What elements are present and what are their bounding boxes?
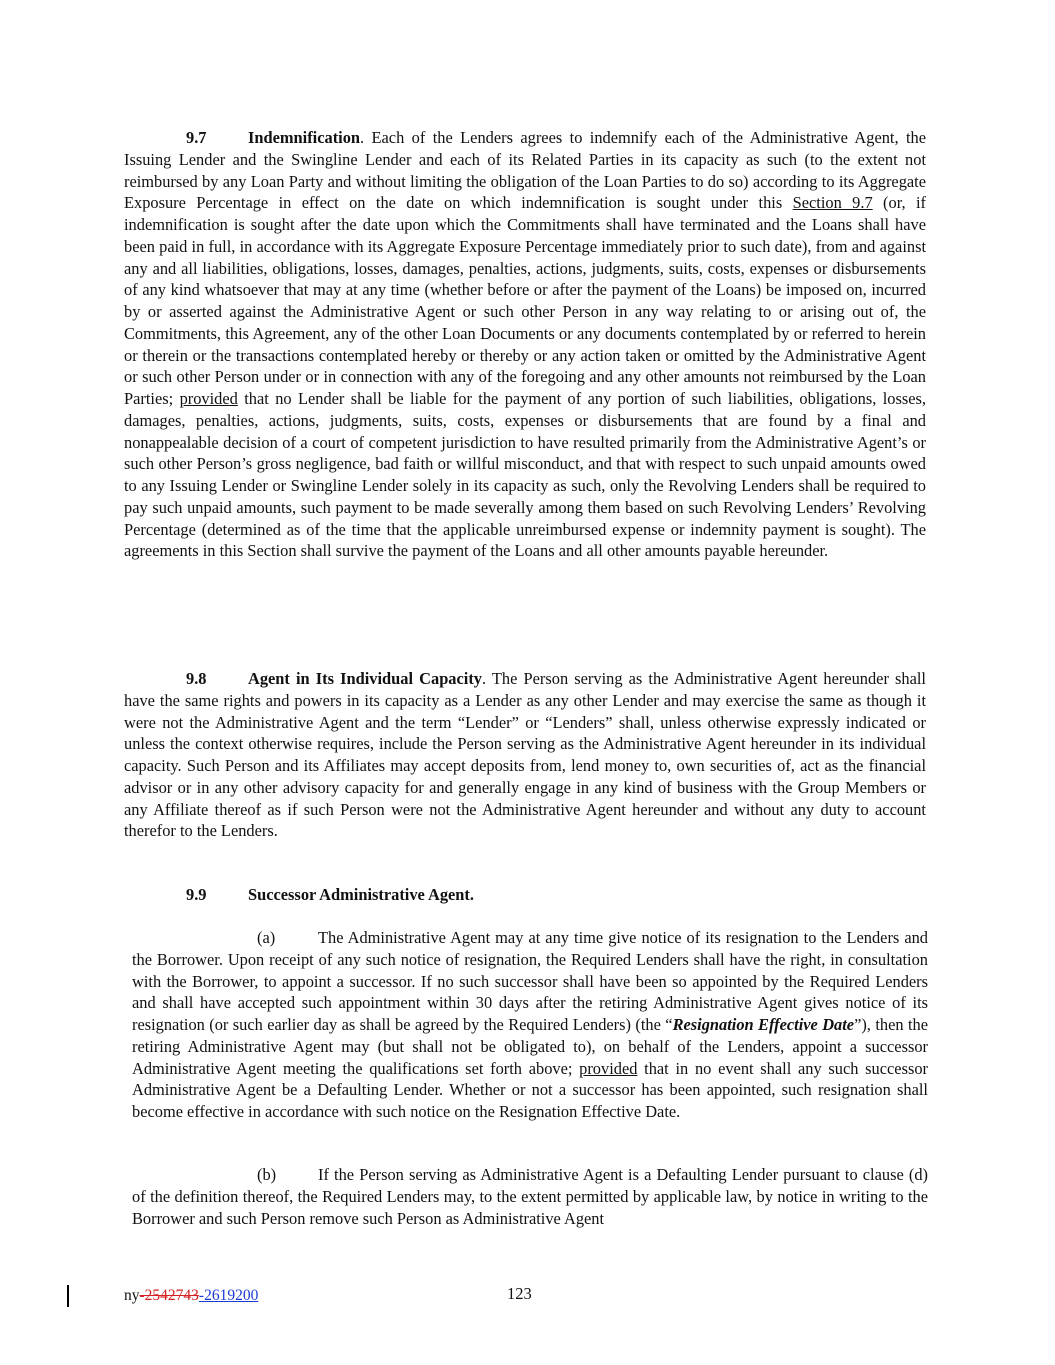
body-text: ”), then the retiring Administrative Agent may (but shall not be obligated to), on behalf of the Lenders, appoint a successor Administrative Agent meeting the qualifications set forth above; <box>132 1015 928 1078</box>
section-heading: Agent in Its Individual Capacity <box>248 669 482 688</box>
change-bar <box>67 1285 69 1307</box>
provided-term: provided <box>179 389 238 408</box>
section-number: 9.9 <box>186 885 207 904</box>
body-text: . Each of the Lenders agrees to indemnify each of the Administrative Agent, the Issuing Lender and the Swingline Lender and each of its Related Parties in its capacity as such (to the extent not reimbursed by any Loan Party and without limiting the obligation of the Loan Parties to do so) according to its Aggregate Exposure Percentage in effect on the date on which indemnification is sought under this <box>124 128 926 213</box>
subsection-9-9-b <box>132 1164 928 1229</box>
body-text: . The Person serving as the Administrative Agent hereunder shall have the same rights and powers in its capacity as a Lender as any other Lender and may exercise the same as though it were not the Administrative Agent and the term “Lender” or “Lenders” shall, unless otherwise expressly indicated or unless the context otherwise requires, include the Person serving as the Administrative Agent hereunder in its individual capacity. Such Person and its Affiliates may accept deposits from, lend money to, own securities of, act as the financial advisor or in any other advisory capacity for and generally engage in any kind of business with the Group Members or any Affiliate thereof as if such Person were not the Administrative Agent hereunder and without any duty to account therefor to the Lenders. <box>124 669 926 841</box>
section-9-9 <box>124 884 926 906</box>
document-id <box>124 1287 258 1305</box>
doc-id-deleted: -2542743 <box>139 1287 199 1304</box>
doc-id-inserted: -2619200 <box>198 1287 259 1304</box>
section-number: 9.8 <box>186 669 207 688</box>
subsection-label: (a) <box>257 928 276 947</box>
subsection-label: (b) <box>257 1165 277 1184</box>
body-text: (or, if indemnification is sought after the date upon which the Commitments shall have terminated and the Loans shall have been paid in full, in accordance with its Aggregate Exposure Percentage immediately prior to such date), from and against any and all liabilities, obligations, losses, damages, penalties, actions, judgments, suits, costs, expenses or disbursements of any kind whatsoever that may at any time (whether before or after the payment of the Loans) be imposed on, incurred by or asserted against the Administrative Agent or such other Person in any way relating to or arising out of, the Commitments, this Agreement, any of the other Loan Documents or any documents contemplated by or referred to herein or therein or the transactions contemplated hereby or thereby or any action taken or omitted by the Administrative Agent or such other Person under or in connection with any of the foregoing and any other amounts not reimbursed by the Loan Parties; <box>124 193 927 408</box>
provided-term: provided <box>579 1058 638 1078</box>
body-text: The Administrative Agent may at any time give notice of its resignation to the Lenders and the Borrower. Upon receipt of any such notice of resignation, the Required Lenders shall have the right, in consultation with the Borrower, to appoint a successor. If no such successor shall have been so appointed by the Required Lenders and shall have accepted such appointment within 30 days after the retiring Administrative Agent gives notice of its resignation (or such earlier day as shall be agreed by the Required Lenders) (the “ <box>132 928 928 1034</box>
body-text: that no Lender shall be liable for the payment of any portion of such liabilities, obligations, losses, damages, penalties, actions, judgments, suits, costs, expenses or disbursements that are found by a final and nonappealable decision of a court of competent jurisdiction to have resulted primarily from the Administrative Agent’s or such other Person’s gross negligence, bad faith or willful misconduct, and that with respect to such unpaid amounts owed to any Issuing Lender or Swingline Lender solely in its capacity as such, only the Revolving Lenders shall be required to pay such unpaid amounts, such payment to be made severally among them based on such Revolving Lenders’ Revolving Percentage (determined as of the time that the applicable unreimbursed expense or indemnity payment is sought). The agreements in this Section shall survive the payment of the Loans and all other amounts payable hereunder. <box>124 389 926 561</box>
subsection-9-9-a <box>132 927 928 1123</box>
body-text: that in no event shall any such successor Administrative Agent be a Defaulting Lender. Whether or not a successor has been appointed, such resignation shall become effective in accordance with such notice on the Resignation Effective Date. <box>132 1058 928 1121</box>
section-heading: Indemnification <box>248 128 361 147</box>
body-text: If the Person serving as Administrative Agent is a Defaulting Lender pursuant to clause (d) of the definition thereof, the Required Lenders may, to the extent permitted by applicable law, by notice in writing to the Borrower and such Person remove such Person as Administrative Agent <box>132 1165 928 1228</box>
section-9-7 <box>124 127 926 562</box>
section-number: 9.7 <box>186 128 207 147</box>
cross-reference: Section 9.7 <box>792 193 873 213</box>
page-number: 123 <box>507 1284 532 1303</box>
defined-term: Resignation Effective Date <box>672 1015 855 1034</box>
section-9-8 <box>124 668 926 842</box>
doc-id-prefix: ny <box>124 1287 140 1304</box>
section-heading: Successor Administrative Agent. <box>248 885 474 904</box>
